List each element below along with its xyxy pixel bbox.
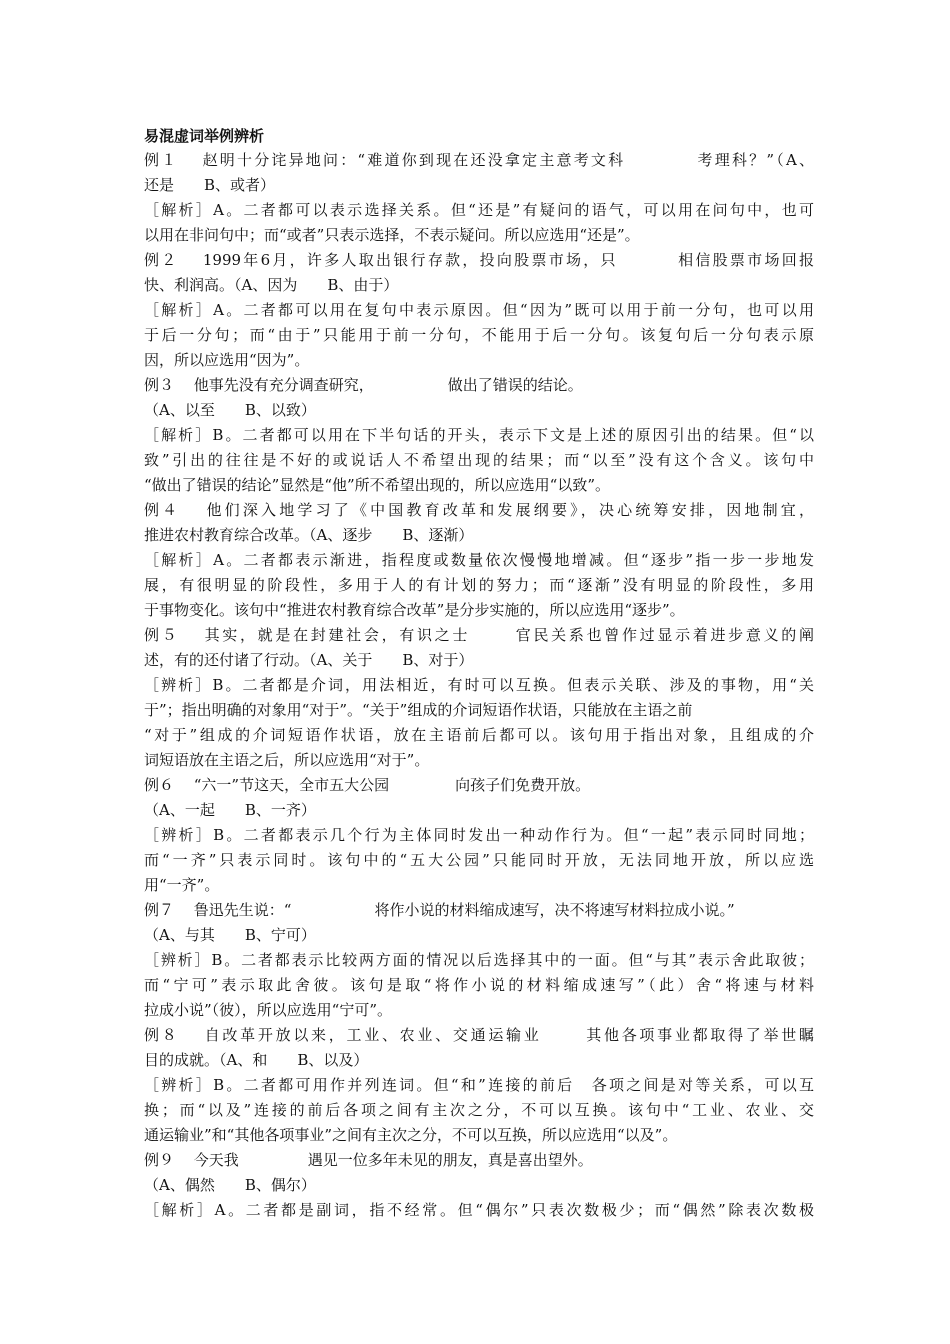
- line-text-continued: 遇见一位多年未见的朋友，真是喜出望外。: [307, 1151, 593, 1169]
- text-line: [144, 898, 814, 922]
- line-text: 目的成就。（A、和 B、以及）: [144, 1051, 369, 1069]
- line-text: “对于”组成的介词短语作状语，放在主语前后都可以。该句用于指出对象，且组成的介: [144, 726, 814, 744]
- line-text: ［解析］A。二者都可以表示选择关系。但“还是”有疑问的语气，可以用在问句中，也可: [144, 201, 814, 219]
- line-text: 例１ 赵明十分诧异地问：“难道你到现在还没拿定主意考文科: [144, 151, 626, 169]
- line-text: ［解析］A。二者都可以用在复句中表示原因。但“因为”既可以用于前一分句，也可以用: [144, 301, 814, 319]
- text-line: [144, 798, 814, 822]
- line-text: 展，有很明显的阶段性，多用于人的有计划的努力；而“逐渐”没有明显的阶段性，多用: [144, 576, 814, 594]
- line-text-continued: 向孩子们免费开放。: [455, 776, 591, 794]
- line-text: 拉成小说”（彼），所以应选用“宁可”。: [144, 1001, 393, 1019]
- text-line: [144, 823, 814, 847]
- line-text: ［辨析］B。二者都表示比较两方面的情况以后选择其中的一面。但“与其”表示舍此取彼；: [144, 951, 814, 969]
- line-text-continued: 考理科？”（A、: [695, 151, 814, 169]
- line-text-continued: 官民关系也曾作过显示着进步意义的阐: [513, 626, 814, 644]
- text-line: [144, 1098, 814, 1122]
- line-text: 例４ 他们深入地学习了《中国教育改革和发展纲要》，决心统筹安排，因地制宜，: [144, 501, 814, 519]
- text-line: [144, 498, 814, 522]
- text-line: [144, 848, 814, 872]
- line-text: 于事物变化。该句中“推进农村教育综合改革”是分步实施的，所以应选用“逐步”。: [144, 601, 685, 619]
- line-text: 例２ 1999年6月，许多人取出银行存款，投向股票市场，只: [144, 251, 618, 269]
- line-text: ［辨析］B。二者都是介词，用法相近，有时可以互换。但表示关联、涉及的事物，用“关: [144, 676, 814, 694]
- line-text: 例３ 他事先没有充分调查研究，: [144, 376, 374, 394]
- line-text: ［辨析］B。二者都表示几个行为主体同时发出一种动作行为。但“一起”表示同时同地；: [144, 826, 814, 844]
- text-line: [144, 723, 814, 747]
- line-text: 例９ 今天我: [144, 1151, 239, 1169]
- text-line: [144, 998, 814, 1022]
- text-line: [144, 523, 814, 547]
- text-line: [144, 223, 814, 247]
- line-text: 用“一齐”。: [144, 876, 220, 894]
- text-line: [144, 573, 814, 597]
- text-line: [144, 1123, 814, 1147]
- line-text: （A、与其 B、宁可）: [144, 926, 316, 944]
- text-line: [144, 748, 814, 772]
- line-text: 而“一齐”只表示同时。该句中的“五大公园”只能同时开放，无法同地开放，所以应选: [144, 851, 814, 869]
- line-text: 因，所以应选用“因为”。: [144, 351, 310, 369]
- text-line: [144, 923, 814, 947]
- text-line: [144, 348, 814, 372]
- text-line: [144, 248, 814, 272]
- text-line: [144, 323, 814, 347]
- line-text: ［解析］A。二者都表示渐进，指程度或数量依次慢慢地增减。但“逐步”指一步一步地发: [144, 551, 814, 569]
- line-text-continued: 将作小说的材料缩成速写，决不将速写材料拉成小说。”: [374, 901, 735, 919]
- text-line: [144, 373, 814, 397]
- line-text-continued: 其他各项事业都取得了举世瞩: [583, 1026, 814, 1044]
- line-text: （A、以至 B、以致）: [144, 401, 316, 419]
- line-text: 例５ 其实，就是在封建社会，有识之士: [144, 626, 471, 644]
- text-line: [144, 1073, 814, 1097]
- line-text: （A、偶然 B、偶尔）: [144, 1176, 316, 1194]
- line-text: 于”；指出明确的对象用“对于”。“关于”组成的介词短语作状语，只能放在主语之前: [144, 701, 693, 719]
- line-text: ［解析］A。二者都是副词，指不经常。但“偶尔”只表次数极少；而“偶然”除表次数极: [144, 1201, 814, 1219]
- text-line: [144, 1048, 814, 1072]
- text-line: [144, 148, 814, 172]
- line-text: 例７ 鲁迅先生说：“: [144, 901, 292, 919]
- line-text: 通运输业”和“其他各项事业”之间有主次之分，不可以互换，所以应选用“以及”。: [144, 1126, 678, 1144]
- text-line: [144, 598, 814, 622]
- text-line: [144, 973, 814, 997]
- text-line: [144, 448, 814, 472]
- text-line: [144, 548, 814, 572]
- text-line: [144, 1173, 814, 1197]
- text-line: [144, 773, 814, 797]
- line-text: 还是 B、或者）: [144, 176, 276, 194]
- text-line: [144, 948, 814, 972]
- line-text: ［解析］B。二者都可以用在下半句话的开头，表示下文是上述的原因引出的结果。但“以: [144, 426, 814, 444]
- line-text: 致”引出的往往是不好的或说话人不希望出现的结果；而“以至”没有这个含义。该句中: [144, 451, 814, 469]
- line-text: 于后一分句；而“由于”只能用于前一分句，不能用于后一分句。该复句后一分句表示原: [144, 326, 814, 344]
- line-text: 例８ 自改革开放以来，工业、农业、交通运输业: [144, 1026, 542, 1044]
- text-line: [144, 173, 814, 197]
- line-text: 例６ “六一”节这天，全市五大公园: [144, 776, 390, 794]
- text-line: [144, 273, 814, 297]
- text-line: [144, 198, 814, 222]
- line-text: ［辨析］B。二者都可用作并列连词。但“和”连接的前后 各项之间是对等关系，可以互: [144, 1076, 814, 1094]
- text-line: [144, 698, 814, 722]
- text-line: [144, 398, 814, 422]
- text-line: [144, 673, 814, 697]
- line-text: “做出了错误的结论”显然是“他”所不希望出现的，所以应选用“以致”。: [144, 476, 611, 494]
- text-line: [144, 423, 814, 447]
- line-text: （A、一起 B、一齐）: [144, 801, 316, 819]
- line-text: 词短语放在主语之后，所以应选用“对于”。: [144, 751, 430, 769]
- text-line: [144, 873, 814, 897]
- line-text: 快、利润高。（A、因为 B、由于）: [144, 276, 399, 294]
- line-text: 换；而“以及”连接的前后各项之间有主次之分，不可以互换。该句中“工业、农业、交: [144, 1101, 814, 1119]
- text-line: [144, 648, 814, 672]
- text-line: [144, 298, 814, 322]
- text-line: [144, 1198, 814, 1222]
- text-line: [144, 473, 814, 497]
- text-line: [144, 1023, 814, 1047]
- line-text: 述，有的还付诸了行动。（A、关于 B、对于）: [144, 651, 474, 669]
- line-text: 以用在非问句中；而“或者”只表示选择，不表示疑问。所以应选用“还是”。: [144, 226, 640, 244]
- line-text-continued: 相信股票市场回报: [675, 251, 814, 269]
- line-text: 而“宁可”表示取此舍彼。该句是取“将作小说的材料缩成速写”（此）舍“将速与材料: [144, 976, 814, 994]
- text-line: [144, 1148, 814, 1172]
- line-text-continued: 做出了错误的结论。: [447, 376, 583, 394]
- line-text: 推进农村教育综合改革。（A、逐步 B、逐渐）: [144, 526, 474, 544]
- text-line: [144, 623, 814, 647]
- document-title: 易混虚词举例辨析: [144, 127, 265, 145]
